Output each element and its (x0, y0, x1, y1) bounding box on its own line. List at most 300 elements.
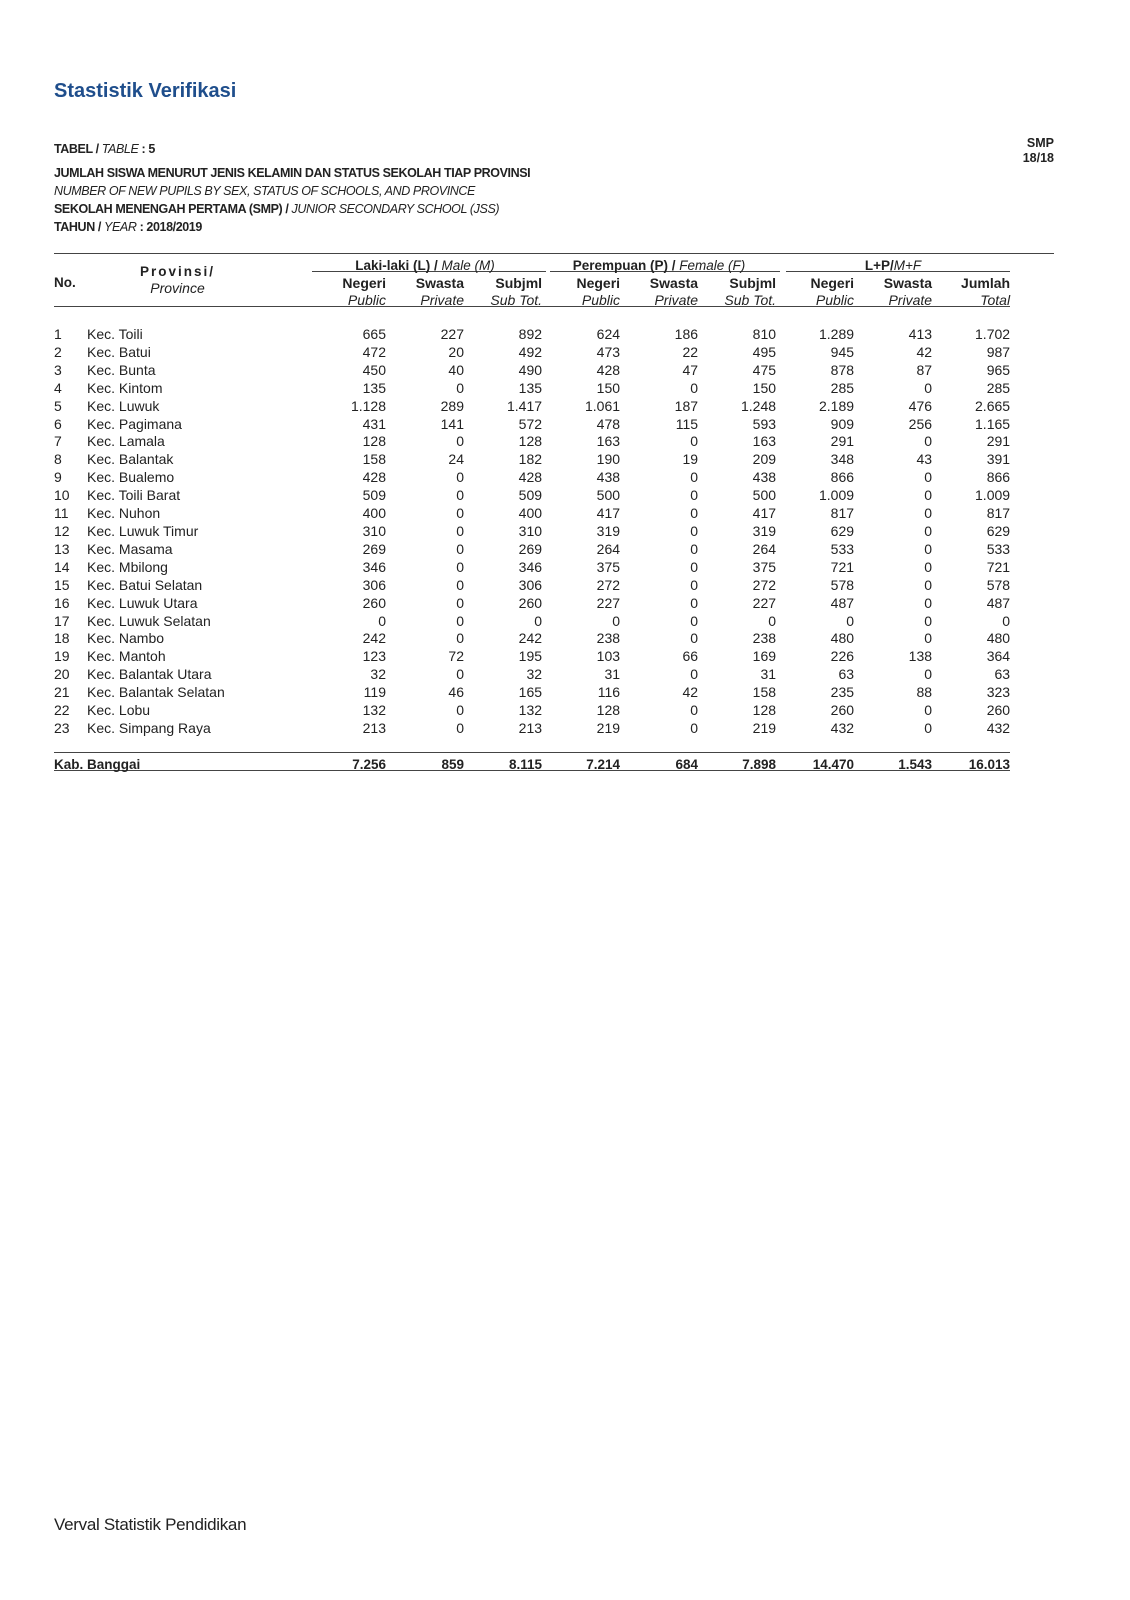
cell-value: 987 (986, 343, 1011, 360)
row-number: 3 (54, 361, 62, 378)
col-header-subjml: Subjml (729, 274, 777, 291)
district-name: Kec. Mantoh (87, 648, 166, 665)
row-number: 6 (54, 415, 62, 432)
district-name: Kec. Balantak Selatan (87, 684, 225, 701)
cell-value: 0 (456, 666, 464, 683)
cell-value: 495 (752, 343, 777, 360)
cell-value: 272 (752, 576, 777, 593)
cell-value: 0 (924, 666, 933, 683)
cell-value: 291 (986, 433, 1011, 450)
cell-value: 43 (916, 451, 933, 468)
cell-value: 310 (518, 522, 543, 539)
total-row (54, 756, 1010, 774)
cell-value: 473 (596, 343, 621, 360)
cell-value: 428 (362, 469, 386, 486)
col-header-negeri: Negeri (576, 274, 621, 291)
page-footer: Verval Statistik Pendidikan (54, 1515, 247, 1534)
cell-value: 866 (986, 469, 1011, 486)
district-name: Kec. Lobu (87, 702, 151, 719)
cell-value: 238 (596, 630, 621, 647)
col-header-swasta: Swasta (415, 274, 464, 291)
province-label: Provinsi/ (139, 264, 216, 279)
district-name: Kec. Simpang Raya (87, 719, 211, 736)
cell-value: 128 (752, 702, 777, 719)
cell-value: 42 (682, 684, 699, 701)
col-header-sub-tot-en: Sub Tot. (490, 291, 543, 308)
cell-value: 400 (362, 505, 386, 522)
row-number: 7 (54, 433, 62, 450)
group-total-en: M+F (893, 258, 922, 273)
level-label: SMP (1026, 136, 1054, 150)
cell-value: 169 (752, 648, 777, 665)
col-header-subjml: Subjml (495, 274, 543, 291)
cell-value: 593 (752, 415, 777, 432)
cell-value: 0 (924, 433, 933, 450)
cell-value: 310 (362, 522, 386, 539)
cell-value: 0 (690, 540, 699, 557)
cell-value: 306 (518, 576, 543, 593)
cell-value: 242 (518, 630, 543, 647)
cell-value: 0 (456, 379, 464, 396)
cell-value: 31 (760, 666, 777, 683)
cell-value: 438 (596, 469, 621, 486)
cell-value: 0 (690, 487, 699, 504)
table-row (54, 451, 1010, 469)
col-header-private-en: Private (420, 291, 464, 308)
cell-value: 0 (690, 612, 699, 629)
cell-value: 158 (362, 451, 386, 468)
cell-value: 260 (362, 594, 386, 611)
cell-value: 219 (596, 719, 621, 736)
district-name: Kec. Luwuk (87, 397, 160, 414)
col-header-public-en: Public (815, 291, 855, 308)
cell-value: 0 (378, 612, 386, 629)
cell-value: 417 (596, 505, 621, 522)
cell-value: 128 (362, 433, 386, 450)
school-level (54, 202, 499, 216)
district-name: Kec. Kintom (87, 379, 163, 396)
cell-value: 272 (596, 576, 621, 593)
year-label (54, 220, 202, 234)
table-label-en: TABLE (101, 142, 139, 156)
table-row (54, 613, 1010, 631)
cell-value: 0 (924, 558, 933, 575)
table-row (54, 326, 1010, 344)
cell-value: 866 (830, 469, 855, 486)
col-header-province (87, 258, 308, 308)
group-male-en: Male (M) (441, 258, 495, 273)
table-row (54, 523, 1010, 541)
cell-value: 138 (908, 648, 933, 665)
cell-value: 123 (362, 648, 386, 665)
cell-value: 1.165 (975, 415, 1011, 432)
cell-value: 0 (690, 719, 699, 736)
year-value: : 2018/2019 (136, 220, 202, 234)
district-name: Kec. Toili (87, 326, 143, 342)
table-label-id: TABEL / (54, 142, 102, 156)
cell-value: 475 (752, 361, 777, 378)
cell-value: 0 (768, 612, 777, 629)
row-number: 1 (54, 326, 62, 342)
cell-value: 431 (362, 415, 386, 432)
cell-value: 150 (596, 379, 621, 396)
total-value: 8.115 (508, 756, 543, 772)
row-number: 8 (54, 451, 62, 468)
district-name: Kec. Bualemo (87, 469, 175, 486)
cell-value: 0 (612, 612, 621, 629)
cell-value: 260 (986, 702, 1011, 719)
cell-value: 810 (752, 326, 777, 342)
cell-value: 413 (908, 326, 933, 342)
cell-value: 0 (690, 505, 699, 522)
row-number: 14 (54, 558, 70, 575)
cell-value: 578 (830, 576, 855, 593)
row-number: 20 (54, 666, 70, 683)
cell-value: 0 (924, 702, 933, 719)
total-value: 14.470 (812, 756, 855, 772)
col-header-public-en: Public (581, 291, 621, 308)
group-total-id: L+P/ (864, 258, 894, 273)
cell-value: 348 (830, 451, 855, 468)
cell-value: 490 (518, 361, 543, 378)
cell-value: 285 (830, 379, 855, 396)
cell-value: 892 (518, 326, 543, 342)
cell-value: 0 (924, 505, 933, 522)
col-header-swasta: Swasta (649, 274, 699, 291)
cell-value: 19 (682, 451, 699, 468)
table-row (54, 541, 1010, 559)
year-en: YEAR (104, 220, 137, 234)
cell-value: 480 (986, 630, 1011, 647)
cell-value: 0 (924, 522, 933, 539)
cell-value: 1.009 (818, 487, 855, 504)
district-name: Kec. Pagimana (87, 415, 182, 432)
col-header-total-en: Total (980, 291, 1011, 308)
school-id: SEKOLAH MENENGAH PERTAMA (SMP) / (54, 202, 292, 216)
cell-value: 878 (830, 361, 855, 378)
row-number: 13 (54, 540, 70, 557)
table-top-rule (54, 253, 1054, 254)
row-number: 19 (54, 648, 70, 665)
cell-value: 24 (448, 451, 464, 468)
row-number: 4 (54, 379, 62, 396)
table-row (54, 577, 1010, 595)
cell-value: 721 (830, 558, 855, 575)
district-name: Kec. Masama (87, 540, 173, 557)
cell-value: 0 (1002, 612, 1011, 629)
col-header-public-en: Public (347, 291, 386, 308)
cell-value: 1.061 (584, 397, 621, 414)
cell-value: 500 (752, 487, 777, 504)
district-name: Kec. Nuhon (87, 505, 161, 522)
row-number: 15 (54, 576, 70, 593)
cell-value: 219 (752, 719, 777, 736)
cell-value: 0 (690, 666, 699, 683)
total-label: Kab. Banggai (54, 756, 141, 772)
cell-value: 375 (596, 558, 621, 575)
cell-value: 0 (690, 630, 699, 647)
cell-value: 22 (682, 343, 699, 360)
cell-value: 364 (986, 648, 1011, 665)
cell-value: 0 (924, 612, 933, 629)
cell-value: 0 (924, 594, 933, 611)
cell-value: 0 (924, 540, 933, 557)
table-row (54, 648, 1010, 666)
table-row (54, 720, 1010, 738)
cell-value: 533 (986, 540, 1011, 557)
cell-value: 0 (690, 576, 699, 593)
cell-value: 945 (830, 343, 855, 360)
cell-value: 209 (752, 451, 777, 468)
cell-value: 291 (830, 433, 855, 450)
row-number: 5 (54, 397, 62, 414)
table-row (54, 469, 1010, 487)
cell-value: 119 (363, 684, 386, 701)
cell-value: 0 (456, 558, 464, 575)
cell-value: 0 (924, 719, 933, 736)
cell-value: 323 (986, 684, 1011, 701)
cell-value: 213 (518, 719, 543, 736)
cell-value: 476 (908, 397, 933, 414)
cell-value: 289 (440, 397, 464, 414)
cell-value: 72 (448, 648, 464, 665)
cell-value: 87 (916, 361, 933, 378)
col-header-jumlah: Jumlah (961, 274, 1011, 291)
row-number: 18 (54, 630, 70, 647)
cell-value: 40 (448, 361, 464, 378)
cell-value: 269 (518, 540, 543, 557)
cell-value: 478 (596, 415, 621, 432)
cell-value: 163 (596, 433, 621, 450)
table-number: : 5 (138, 142, 155, 156)
cell-value: 450 (362, 361, 386, 378)
cell-value: 264 (596, 540, 621, 557)
row-number: 10 (54, 487, 70, 504)
col-header-negeri: Negeri (342, 274, 386, 291)
total-value: 7.214 (586, 756, 621, 772)
cell-value: 132 (518, 702, 543, 719)
cell-value: 487 (830, 594, 855, 611)
table-row (54, 559, 1010, 577)
cell-value: 346 (518, 558, 543, 575)
cell-value: 375 (752, 558, 777, 575)
group-male-id: Laki-laki (L) / (355, 258, 442, 273)
table-row (54, 595, 1010, 613)
cell-value: 20 (448, 343, 464, 360)
district-name: Kec. Balantak Utara (87, 666, 212, 683)
cell-value: 0 (456, 505, 464, 522)
cell-value: 141 (440, 415, 464, 432)
cell-value: 88 (916, 684, 933, 701)
group-header-total (776, 258, 1010, 274)
cell-value: 46 (448, 684, 464, 701)
cell-value: 0 (456, 719, 464, 736)
cell-value: 213 (362, 719, 386, 736)
col-header-private-en: Private (888, 291, 933, 308)
total-value: 16.013 (968, 756, 1011, 772)
cell-value: 492 (518, 343, 543, 360)
row-number: 12 (54, 522, 70, 539)
cell-value: 487 (986, 594, 1011, 611)
cell-value: 103 (596, 648, 621, 665)
cell-value: 0 (690, 522, 699, 539)
group-female-id: Perempuan (P) / (572, 258, 680, 273)
table-label (54, 142, 155, 156)
cell-value: 400 (518, 505, 543, 522)
cell-value: 163 (752, 433, 777, 450)
col-header-no: No. (54, 275, 76, 290)
cell-value: 226 (830, 648, 855, 665)
cell-value: 165 (518, 684, 543, 701)
col-header-negeri: Negeri (810, 274, 855, 291)
spacer-row (54, 308, 1010, 326)
district-name: Kec. Lamala (87, 433, 165, 450)
cell-value: 578 (986, 576, 1011, 593)
table-row (54, 630, 1010, 648)
cell-value: 0 (456, 630, 464, 647)
cell-value: 629 (986, 522, 1011, 539)
cell-value: 0 (924, 487, 933, 504)
cell-value: 150 (752, 379, 777, 396)
cell-value: 269 (362, 540, 386, 557)
district-name: Kec. Batui Selatan (87, 576, 203, 593)
total-value: 859 (441, 756, 464, 772)
cell-value: 0 (456, 576, 464, 593)
cell-value: 572 (518, 415, 543, 432)
cell-value: 0 (456, 540, 464, 557)
row-number: 11 (54, 505, 69, 522)
row-number: 17 (54, 612, 70, 629)
cell-value: 629 (830, 522, 855, 539)
cell-value: 0 (456, 433, 464, 450)
cell-value: 0 (924, 469, 933, 486)
cell-value: 32 (526, 666, 543, 683)
group-female-en: Female (F) (679, 258, 746, 273)
cell-value: 260 (830, 702, 855, 719)
cell-value: 182 (518, 451, 543, 468)
cell-value: 0 (690, 702, 699, 719)
cell-value: 235 (830, 684, 855, 701)
cell-value: 285 (986, 379, 1011, 396)
cell-value: 260 (518, 594, 543, 611)
heading-en: NUMBER OF NEW PUPILS BY SEX, STATUS OF SCHOOLS, AND PROVINCE (54, 184, 475, 198)
district-name: Kec. Bunta (87, 361, 156, 378)
cell-value: 190 (596, 451, 621, 468)
cell-value: 132 (362, 702, 386, 719)
cell-value: 115 (675, 415, 699, 432)
col-header-private-en: Private (654, 291, 699, 308)
table-row (54, 344, 1010, 362)
district-name: Kec. Toili Barat (87, 487, 181, 504)
cell-value: 135 (518, 379, 543, 396)
cell-value: 391 (986, 451, 1011, 468)
cell-value: 63 (994, 666, 1011, 683)
cell-value: 0 (456, 702, 464, 719)
cell-value: 0 (924, 379, 933, 396)
row-number: 2 (54, 343, 62, 360)
total-value: 1.543 (898, 756, 933, 772)
cell-value: 965 (986, 361, 1011, 378)
cell-value: 817 (830, 505, 855, 522)
cell-value: 0 (456, 487, 464, 504)
page-number: 18/18 (1022, 151, 1054, 165)
cell-value: 47 (682, 361, 699, 378)
district-name: Kec. Mbilong (87, 558, 168, 575)
cell-value: 0 (456, 522, 464, 539)
cell-value: 0 (456, 469, 464, 486)
table-row (54, 702, 1010, 720)
table-row (54, 416, 1010, 434)
cell-value: 0 (534, 612, 543, 629)
row-number: 23 (54, 719, 70, 736)
cell-value: 31 (604, 666, 621, 683)
data-table (54, 258, 1010, 774)
district-name: Kec. Luwuk Utara (87, 594, 198, 611)
cell-value: 533 (830, 540, 855, 557)
cell-value: 472 (362, 343, 386, 360)
cell-value: 256 (908, 415, 933, 432)
district-name: Kec. Nambo (87, 630, 165, 647)
cell-value: 0 (690, 558, 699, 575)
cell-value: 0 (690, 433, 699, 450)
cell-value: 1.702 (975, 326, 1011, 342)
cell-value: 0 (456, 594, 464, 611)
total-value: 684 (675, 756, 699, 772)
cell-value: 306 (362, 576, 386, 593)
cell-value: 624 (596, 326, 621, 342)
cell-value: 1.417 (506, 397, 543, 414)
total-value: 7.898 (742, 756, 777, 772)
cell-value: 428 (518, 469, 543, 486)
district-name: Kec. Luwuk Timur (87, 522, 199, 539)
cell-value: 428 (596, 361, 621, 378)
col-header-swasta: Swasta (883, 274, 933, 291)
cell-value: 195 (518, 648, 543, 665)
cell-value: 480 (830, 630, 855, 647)
table-row (54, 666, 1010, 684)
cell-value: 32 (370, 666, 386, 683)
cell-value: 186 (674, 326, 699, 342)
cell-value: 346 (362, 558, 386, 575)
cell-value: 319 (752, 522, 777, 539)
cell-value: 909 (830, 415, 855, 432)
cell-value: 438 (752, 469, 777, 486)
cell-value: 227 (752, 594, 777, 611)
cell-value: 116 (597, 684, 621, 701)
school-en: JUNIOR SECONDARY SCHOOL (JSS) (291, 202, 500, 216)
cell-value: 817 (986, 505, 1011, 522)
cell-value: 0 (924, 576, 933, 593)
cell-value: 264 (752, 540, 777, 557)
cell-value: 721 (986, 558, 1011, 575)
cell-value: 2.665 (975, 397, 1011, 414)
total-value: 7.256 (352, 756, 386, 772)
table-row (54, 487, 1010, 505)
province-label-en: Province (150, 280, 205, 296)
cell-value: 0 (690, 469, 699, 486)
cell-value: 417 (752, 505, 777, 522)
col-header-sub-tot-en: Sub Tot. (724, 291, 777, 308)
page-title: Stastistik Verifikasi (54, 80, 237, 102)
cell-value: 432 (986, 719, 1011, 736)
cell-value: 1.289 (818, 326, 855, 342)
row-number: 16 (54, 594, 70, 611)
cell-value: 63 (838, 666, 855, 683)
cell-value: 0 (456, 612, 464, 629)
cell-value: 0 (846, 612, 855, 629)
cell-value: 42 (916, 343, 933, 360)
table-row (54, 433, 1010, 451)
